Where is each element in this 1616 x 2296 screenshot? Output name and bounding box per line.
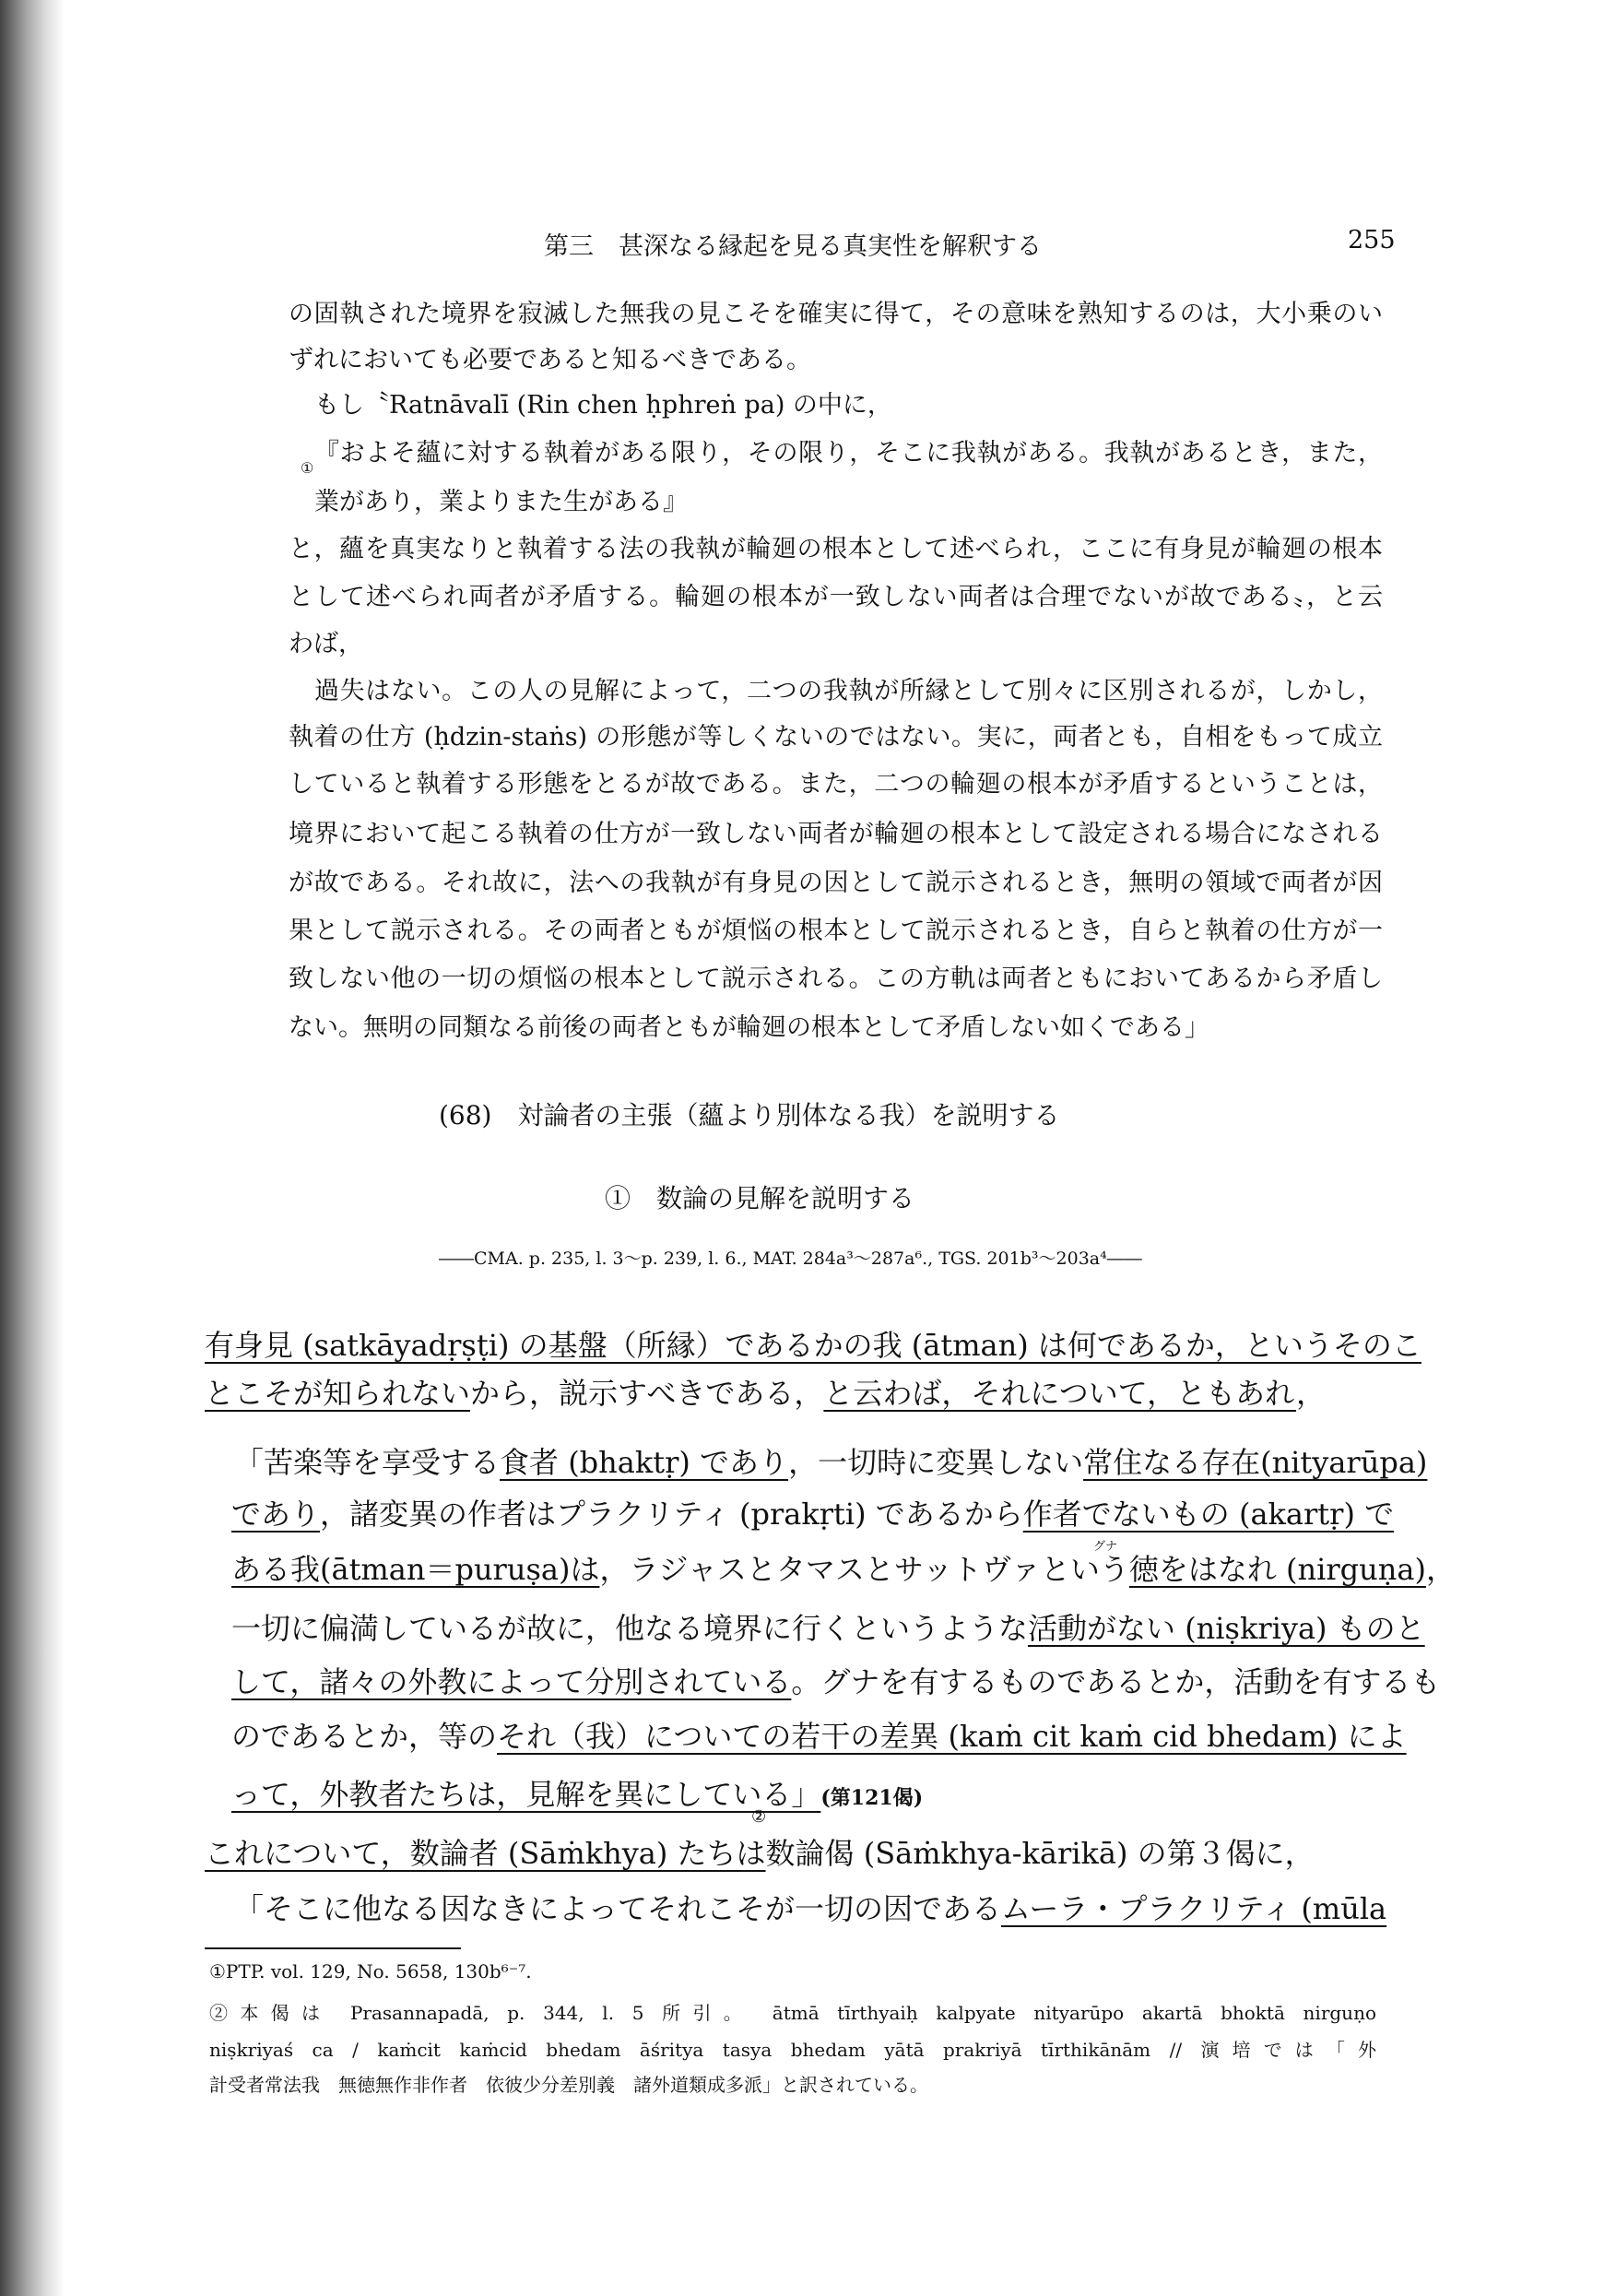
text-line: [231, 1546, 1456, 1589]
text-segment: 執着の仕方 (ḥdzin-staṅs) の形態が等しくないのではない。実に，両者とも，自相をもって成立: [289, 723, 1383, 752]
source-reference: ――CMA. p. 235, l. 3～p. 239, l. 6., MAT. 284a³～287a⁶., TGS. 201b³～203a⁴――: [439, 1249, 1142, 1269]
text-line: [289, 910, 1383, 946]
underlined-segment: それ（我）についての若干の差異 (kaṁ cit kaṁ cid bhedam) によ: [497, 1719, 1407, 1754]
text-segment: が故である。それ故に，法への我執が有身見の因として説示されるとき，無明の領域で両者が因: [289, 869, 1383, 897]
text-segment: 「そこに他なる因なきによってそれこそが一切の因である: [234, 1891, 1002, 1926]
note-marker-1: ①: [301, 459, 314, 477]
text-segment: の固執された境界を寂滅した無我の見こそを確実に得て，その意味を熟知するのは，大小乗のい: [289, 300, 1383, 328]
text-segment: として述べられ両者が矛盾する。輪廻の根本が一致しない両者は合理でないが故である〟，と云: [289, 583, 1383, 611]
text-line: [231, 1713, 1407, 1756]
text-line: [234, 1439, 1428, 1482]
text-line: [314, 670, 1383, 706]
underlined-segment: 活動がない (niṣkriya) ものと: [1028, 1611, 1425, 1646]
text-segment: 数論偈 (Sāṁkhya-kārikā) の第３偈に，: [765, 1836, 1315, 1871]
underlined-segment: これについて，数論者 (Sāṁkhya) たちは: [205, 1836, 766, 1871]
text-line: [289, 1007, 1383, 1043]
text-line: [289, 293, 1383, 329]
note-marker-2: ②: [751, 1807, 767, 1827]
text-segment: ない。無明の同類なる前後の両者ともが輪廻の根本として矛盾しない如くである」: [289, 1013, 1209, 1042]
text-line: [231, 1771, 1376, 1814]
text-line: [314, 432, 1383, 468]
text-segment: ，諸変異の作者はプラクリティ (prakṛti) であるから: [320, 1497, 1023, 1532]
text-segment: ，: [1425, 1552, 1456, 1587]
text-segment: わば，: [289, 630, 363, 658]
text-segment: 過失はない。この人の見解によって，二つの我執が所縁として別々に区別されるが，しかし，: [314, 677, 1383, 705]
text-line: [289, 576, 1383, 612]
text-segment: 業があり，業よりまた生がある』: [314, 488, 688, 516]
underlined-segment: 徳をはなれ (nirguṇa): [1128, 1552, 1426, 1587]
underlined-segment: って，外教者たちは，見解を異にしている」: [231, 1777, 821, 1812]
text-line: [231, 1491, 1395, 1533]
page-number: 255: [1348, 226, 1396, 254]
text-line: [289, 716, 1383, 752]
underlined-segment: 有身見 (satkāyadṛṣṭi) の基盤（所縁）であるかの我 (ātman) は何であるか，というそのこ: [205, 1328, 1421, 1363]
text-line: [314, 481, 1383, 517]
underlined-segment: と云わば，それについて，ともあれ: [823, 1376, 1297, 1411]
text-segment: していると執着する形態をとるが故である。また，二つの輪廻の根本が矛盾するということは，: [289, 770, 1383, 799]
footnote-2-line-3: 計受者常法我 無徳無作非作者 依彼少分差別義 諸外道類成多派」と訳されている。: [209, 2074, 928, 2096]
footnote-rule: [205, 1947, 461, 1949]
text-line: [289, 623, 1383, 659]
underlined-segment: 常住なる存在(nityarūpa): [1083, 1445, 1428, 1480]
text-segment: のであるとか，等の: [231, 1719, 498, 1754]
underlined-segment: 作者でないもの (akartṛ) で: [1022, 1497, 1395, 1532]
text-segment: (第121偈): [820, 1786, 924, 1810]
section-heading: (68) 対論者の主張（蘊より別体なる我）を説明する: [439, 1100, 1060, 1130]
text-segment: ，ラジャスとタマスとサットヴァという: [599, 1552, 1129, 1587]
text-line: [205, 1322, 1421, 1365]
text-segment: と，蘊を真実なりと執着する法の我執が輪廻の根本として述べられ，ここに有身見が輪廻の根本: [289, 535, 1383, 563]
underlined-segment: ある我(ātman＝puruṣa)は: [231, 1552, 600, 1587]
text-line: [289, 763, 1383, 799]
text-segment: 。グナを有するものであるとか，活動を有するも: [791, 1664, 1441, 1699]
text-line: [289, 528, 1383, 564]
text-segment: 「苦楽等を享受する: [234, 1445, 501, 1480]
text-line: [231, 1659, 1441, 1701]
underlined-segment: して，諸々の外教によって分別されている: [231, 1664, 792, 1699]
text-segment: 境界において起こる執着の仕方が一致しない両者が輪廻の根本として設定される場合になされる: [289, 820, 1383, 848]
underlined-segment: ムーラ・プラクリティ (mūla: [1001, 1891, 1387, 1926]
text-line: [289, 958, 1383, 994]
footnote-2-line-1: ②本偈は Prasannapadā, p. 344, l. 5 所引。 ātmā tīrthyaiḥ kalpyate nityarūpo akartā bhoktā nirguṇo: [209, 2002, 1376, 2024]
subsection-heading: ① 数論の見解を説明する: [605, 1183, 915, 1213]
text-line: [289, 339, 1383, 375]
underlined-segment: であり: [231, 1497, 321, 1532]
text-segment: 一切に偏満しているが故に，他なる境界に行くというような: [231, 1611, 1029, 1646]
text-segment: もし〝Ratnāvalī (Rin chen ḥphreṅ pa) の中に，: [314, 391, 892, 420]
text-segment: ずれにおいても必要であると知るべきである。: [289, 346, 811, 374]
text-segment: から，説示すべきである，: [470, 1376, 824, 1411]
footnote-1: ①PTP. vol. 129, No. 5658, 130b⁶⁻⁷.: [209, 1960, 532, 1982]
text-segment: 『およそ蘊に対する執着がある限り，その限り，そこに我執がある。我執があるとき，また，: [314, 439, 1383, 467]
scan-shadow: [0, 0, 65, 2296]
text-line: [205, 1830, 1376, 1873]
text-line: [205, 1370, 1376, 1413]
text-segment: 果として説示される。その両者ともが煩悩の根本として説示されるとき，自らと執着の仕方が一: [289, 917, 1383, 945]
text-segment: 致しない他の一切の煩悩の根本として説示される。この方軌は両者ともにおいてあるから矛盾し: [289, 965, 1383, 993]
text-line: [234, 1886, 1387, 1928]
text-segment: ，: [1296, 1376, 1327, 1411]
ruby-guna: グナ: [1093, 1540, 1118, 1554]
text-line: [289, 862, 1383, 898]
text-segment: ，一切時に変異しない: [788, 1445, 1084, 1480]
text-line: [289, 813, 1383, 849]
running-header-title: 第三 甚深なる縁起を見る真実性を解釈する: [544, 232, 1042, 261]
underlined-segment: 食者 (bhaktṛ) であり: [500, 1445, 789, 1480]
text-line: [314, 385, 1383, 420]
underlined-segment: とこそが知られない: [205, 1376, 471, 1411]
text-line: [231, 1605, 1425, 1648]
footnote-2-line-2: niṣkriyaś ca / kaṁcit kaṁcid bhedam āśritya tasya bhedam yātā prakriyā tīrthikānām // 演培では「外: [209, 2039, 1376, 2061]
